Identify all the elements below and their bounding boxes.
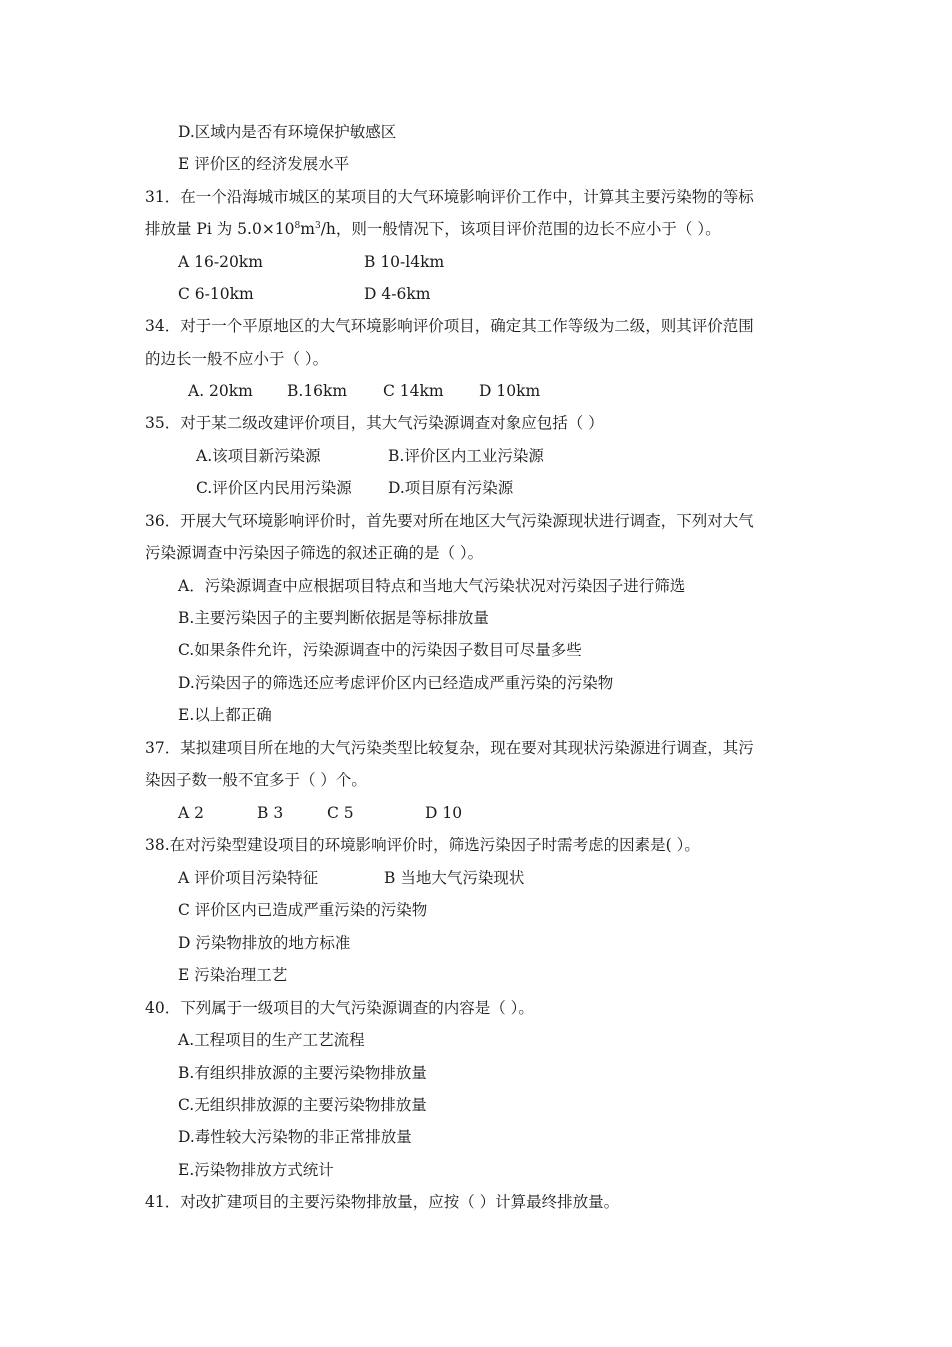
option-d: D 4-6km [364, 285, 431, 303]
option-line: B.主要污染因子的主要判断依据是等标排放量 [178, 609, 489, 627]
question-36: 36．开展大气环境影响评价时，首先要对所在地区大气污染源现状进行调查，下列对大气 [145, 512, 754, 530]
option-line: E.以上都正确 [178, 706, 272, 724]
option-d: D 10 [425, 804, 463, 822]
option-c: C 5 [327, 804, 354, 822]
question-31: 31．在一个沿海城市城区的某项目的大气环境影响评价工作中，计算其主要污染物的等标 [145, 188, 754, 206]
option-line: C.如果条件允许，污染源调查中的污染因子数目可尽量多些 [178, 641, 582, 659]
question-36-continued: 污染源调查中污染因子筛选的叙述正确的是（ ）。 [145, 544, 484, 562]
superscript: 3 [314, 221, 321, 231]
option-b: B.评价区内工业污染源 [388, 447, 544, 465]
question-34-continued: 的边长一般不应小于（ ）。 [145, 350, 329, 368]
option-line: D 污染物排放的地方标准 [178, 934, 351, 952]
option-line: E 评价区的经济发展水平 [178, 155, 350, 173]
question-38: 38.在对污染型建设项目的环境影响评价时，筛选污染因子时需考虑的因素是( ）。 [145, 836, 700, 854]
text-fragment: m [300, 220, 315, 238]
option-b: B 10-l4km [364, 253, 445, 271]
text-fragment: 排放量 Pi 为 5.0×10 [145, 220, 295, 238]
option-b: B 3 [257, 804, 284, 822]
option-line: C 评价区内已造成严重污染的污染物 [178, 901, 428, 919]
question-41: 41．对改扩建项目的主要污染物排放量，应按（ ）计算最终排放量。 [145, 1193, 620, 1211]
question-40: 40．下列属于一级项目的大气污染源调查的内容是（ ）。 [145, 999, 534, 1017]
option-b: B.16km [287, 382, 348, 400]
option-line: A．污染源调查中应根据项目特点和当地大气污染状况对污染因子进行筛选 [178, 577, 686, 595]
question-37: 37．某拟建项目所在地的大气污染类型比较复杂，现在要对其现状污染源进行调查，其污 [145, 739, 754, 757]
option-line: E 污染治理工艺 [178, 966, 288, 984]
question-31-continued [145, 219, 721, 239]
option-a: A 评价项目污染特征 [178, 869, 319, 887]
option-line: D.区域内是否有环境保护敏感区 [178, 123, 397, 141]
option-a: A. 20km [188, 382, 253, 400]
option-c: C.评价区内民用污染源 [196, 479, 352, 497]
option-a: A 2 [178, 804, 204, 822]
option-c: C 14km [383, 382, 444, 400]
option-c: C 6-10km [178, 285, 254, 303]
option-d: D.项目原有污染源 [388, 479, 514, 497]
question-37-continued: 染因子数一般不宜多于（ ）个。 [145, 771, 367, 789]
option-a: A.该项目新污染源 [196, 447, 321, 465]
text-fragment: /h，则一般情况下，该项目评价范围的边长不应小于（ ）。 [320, 220, 721, 238]
option-line: A.工程项目的生产工艺流程 [178, 1031, 365, 1049]
option-line: D.毒性较大污染物的非正常排放量 [178, 1128, 412, 1146]
question-35: 35．对于某二级改建评价项目，其大气污染源调查对象应包括（ ） [145, 414, 604, 432]
option-b: B 当地大气污染现状 [384, 869, 525, 887]
superscript: 8 [294, 221, 301, 231]
option-line: E.污染物排放方式统计 [178, 1161, 334, 1179]
option-line: D.污染因子的筛选还应考虑评价区内已经造成严重污染的污染物 [178, 674, 614, 692]
option-line: B.有组织排放源的主要污染物排放量 [178, 1064, 427, 1082]
option-line: C.无组织排放源的主要污染物排放量 [178, 1096, 427, 1114]
question-34: 34．对于一个平原地区的大气环境影响评价项目，确定其工作等级为二级，则其评价范围 [145, 317, 754, 335]
option-a: A 16-20km [178, 253, 263, 271]
option-d: D 10km [479, 382, 541, 400]
